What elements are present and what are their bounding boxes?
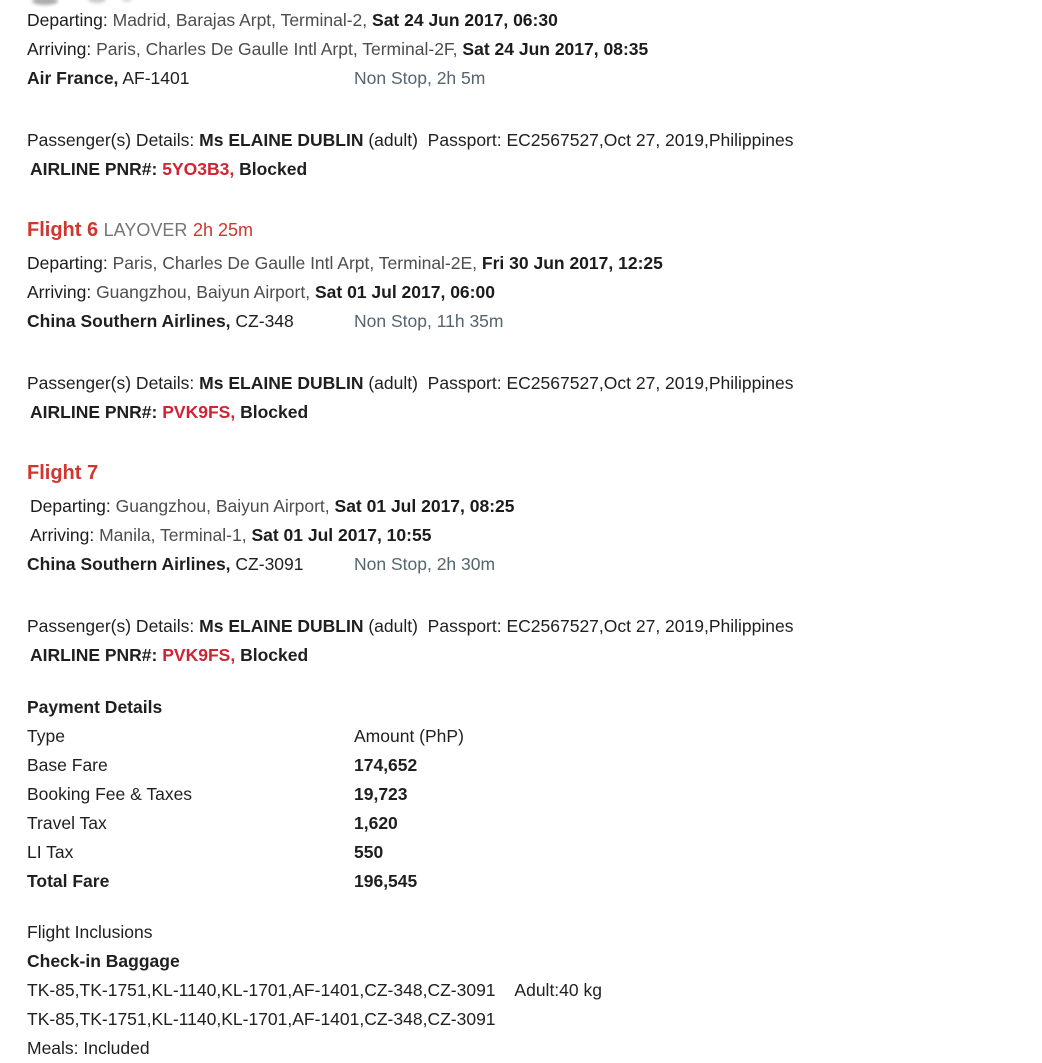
airline-name: China Southern Airlines, [27, 554, 231, 574]
payment-row-value: 174,652 [354, 755, 418, 775]
flight-7-title: Flight 7 [27, 462, 99, 484]
layover-duration: 2h 25m [192, 220, 253, 240]
layover-label: LAYOVER [103, 220, 188, 240]
pnr-code: PVK9FS, [162, 645, 236, 665]
departing-label: Departing: [27, 253, 108, 273]
stops-duration: Non Stop, 2h 30m [354, 554, 496, 574]
departing-label: Departing: [27, 10, 108, 30]
payment-row-value: 19,723 [354, 784, 408, 804]
pnr-code: PVK9FS, [162, 402, 236, 422]
airline-line [27, 64, 1042, 93]
departing-line [27, 6, 1042, 35]
passport-details: (adult) Passport: EC2567527,Oct 27, 2019,Philippines [368, 616, 794, 636]
pnr-status: Blocked [239, 159, 308, 179]
arriving-datetime: Sat 24 Jun 2017, 08:35 [462, 39, 649, 59]
airline-name: China Southern Airlines, [27, 311, 231, 331]
arriving-label: Arriving: [30, 525, 95, 545]
payment-row-value: 196,545 [354, 871, 418, 891]
passenger-prefix: Passenger(s) Details: [27, 130, 195, 150]
airline-line [27, 550, 1042, 579]
passenger-prefix: Passenger(s) Details: [27, 373, 195, 393]
payment-row-label: Base Fare [27, 755, 108, 775]
pnr-code: 5YO3B3, [162, 159, 235, 179]
passenger-line [27, 612, 1042, 641]
payment-details-title: Payment Details [27, 697, 163, 717]
arriving-location: Guangzhou, Baiyun Airport, [96, 282, 311, 302]
scan-artifact [122, 0, 132, 2]
passport-details: (adult) Passport: EC2567527,Oct 27, 2019,Philippines [368, 130, 794, 150]
airline-name: Air France, [27, 68, 119, 88]
payment-row-li-tax [27, 838, 1042, 867]
pnr-line [27, 155, 1042, 184]
airline-and-flight-number [27, 550, 354, 579]
flight-section-5 [27, 6, 1042, 184]
departing-datetime: Sat 24 Jun 2017, 06:30 [372, 10, 558, 30]
payment-row-label: Total Fare [27, 871, 110, 891]
payment-row-booking-fee [27, 780, 1042, 809]
airline-and-flight-number [27, 64, 354, 93]
departing-datetime: Fri 30 Jun 2017, 12:25 [481, 253, 663, 273]
flight-number: CZ-348 [235, 311, 294, 331]
arriving-datetime: Sat 01 Jul 2017, 06:00 [314, 282, 495, 302]
flight-6-header [27, 214, 1042, 246]
stops-duration: Non Stop, 2h 5m [354, 68, 486, 88]
arriving-location: Paris, Charles De Gaulle Intl Arpt, Terminal-2F, [96, 39, 458, 59]
flight-number: AF-1401 [122, 68, 190, 88]
baggage-flights-line-2 [27, 1005, 1042, 1034]
flight-7-header [27, 457, 1042, 489]
scan-artifact [88, 0, 106, 3]
arriving-label: Arriving: [27, 282, 92, 302]
scan-artifact [32, 0, 58, 5]
departing-location: Madrid, Barajas Arpt, Terminal-2, [112, 10, 368, 30]
passport-details: (adult) Passport: EC2567527,Oct 27, 2019,Philippines [368, 373, 794, 393]
baggage-flights-line-1 [27, 976, 1042, 1005]
payment-row-total-fare [27, 867, 1042, 896]
pnr-status: Blocked [240, 645, 309, 665]
payment-details-section [27, 693, 1042, 896]
meals-line: Meals: Included [27, 1038, 150, 1058]
payment-row-base-fare [27, 751, 1042, 780]
arriving-line [27, 521, 1042, 550]
flight-section-6 [27, 214, 1042, 427]
departing-datetime: Sat 01 Jul 2017, 08:25 [334, 496, 515, 516]
payment-row-label: Travel Tax [27, 813, 107, 833]
passenger-line [27, 369, 1042, 398]
pnr-line [27, 398, 1042, 427]
baggage-allowance: Adult:40 kg [514, 980, 602, 1000]
departing-line [27, 249, 1042, 278]
passenger-line [27, 126, 1042, 155]
flight-inclusions-title: Flight Inclusions [27, 922, 153, 942]
airline-and-flight-number [27, 307, 354, 336]
passenger-name: Ms ELAINE DUBLIN [199, 373, 364, 393]
arriving-location: Manila, Terminal-1, [99, 525, 247, 545]
payment-header-row [27, 722, 1042, 751]
pnr-label: AIRLINE PNR#: [30, 402, 158, 422]
passenger-block [27, 612, 1042, 670]
passenger-name: Ms ELAINE DUBLIN [199, 616, 364, 636]
arriving-line [27, 278, 1042, 307]
flight-6-title: Flight 6 [27, 219, 99, 241]
departing-location: Paris, Charles De Gaulle Intl Arpt, Terminal-2E, [112, 253, 478, 273]
payment-type-column-header: Type [27, 726, 65, 746]
payment-row-value: 1,620 [354, 813, 398, 833]
pnr-status: Blocked [240, 402, 309, 422]
airline-line [27, 307, 1042, 336]
passenger-block [27, 126, 1042, 184]
payment-row-travel-tax [27, 809, 1042, 838]
flight-number: CZ-3091 [235, 554, 304, 574]
stops-duration: Non Stop, 11h 35m [354, 311, 504, 331]
payment-amount-column-header: Amount (PhP) [354, 726, 464, 746]
flight-section-7 [27, 457, 1042, 670]
arriving-datetime: Sat 01 Jul 2017, 10:55 [251, 525, 432, 545]
arriving-label: Arriving: [27, 39, 92, 59]
pnr-label: AIRLINE PNR#: [30, 159, 158, 179]
passenger-name: Ms ELAINE DUBLIN [199, 130, 364, 150]
departing-location: Guangzhou, Baiyun Airport, [115, 496, 330, 516]
pnr-label: AIRLINE PNR#: [30, 645, 158, 665]
passenger-prefix: Passenger(s) Details: [27, 616, 195, 636]
arriving-line [27, 35, 1042, 64]
payment-row-value: 550 [354, 842, 384, 862]
passenger-block [27, 369, 1042, 427]
baggage-flight-list: TK-85,TK-1751,KL-1140,KL-1701,AF-1401,CZ-348,CZ-3091 [27, 980, 496, 1000]
payment-row-label: LI Tax [27, 842, 74, 862]
payment-row-label: Booking Fee & Taxes [27, 784, 193, 804]
baggage-flight-list: TK-85,TK-1751,KL-1140,KL-1701,AF-1401,CZ-348,CZ-3091 [27, 1009, 496, 1029]
departing-label: Departing: [30, 496, 111, 516]
checkin-baggage-title: Check-in Baggage [27, 951, 180, 971]
pnr-line [27, 641, 1042, 670]
departing-line [27, 492, 1042, 521]
flight-inclusions-section [27, 918, 1042, 1063]
